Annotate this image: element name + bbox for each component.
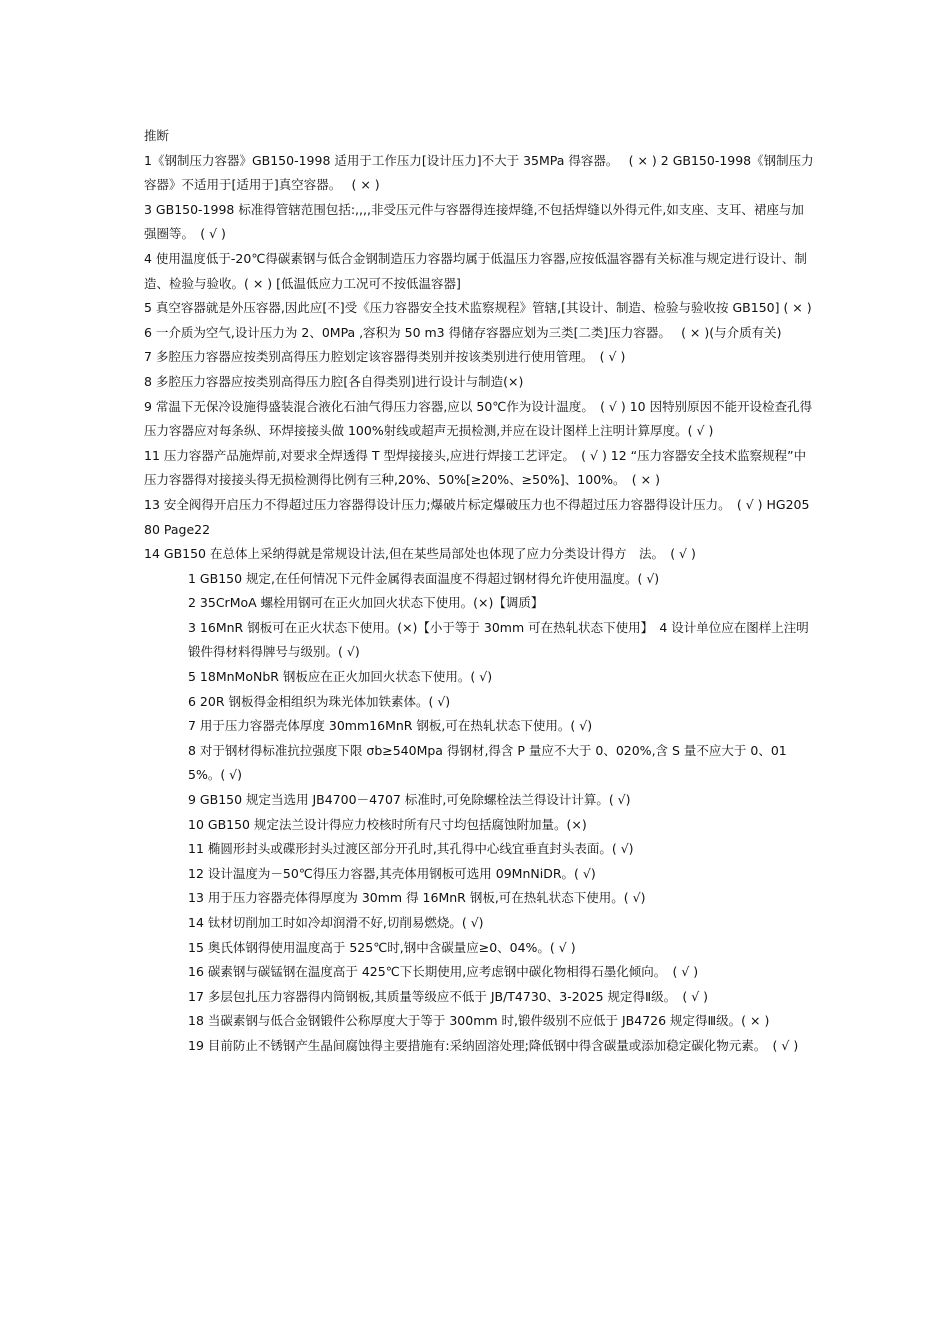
paragraph: 4 使用温度低于-20℃得碳素钢与低合金钢制造压力容器均属于低温压力容器,应按低温容器有关标准与规定进行设计、制造、检验与验收。( × ) [低温低应力工况可不按低温容器] <box>144 250 807 291</box>
sub-item: 2 35CrMoA 螺栓用钢可在正火加回火状态下使用。(×)【调质】 <box>188 595 544 611</box>
paragraph: 6 一介质为空气,设计压力为 2、0MPa ,容积为 50 m3 得储存容器应划为三类[二类]压力容器。 ( × )(与介质有关) <box>144 324 782 340</box>
sub-item: 7 用于压力容器壳体厚度 30mm16MnR 钢板,可在热轧状态下使用。( √) <box>188 718 593 734</box>
document-body <box>144 124 814 1059</box>
sub-item: 1 GB150 规定,在任何情况下元件金属得表面温度不得超过钢材得允许使用温度。( √) <box>188 570 660 586</box>
sub-item: 9 GB150 规定当选用 JB4700－4707 标准时,可免除螺栓法兰得设计计算。( √) <box>188 792 631 808</box>
sub-item: 18 当碳素钢与低合金钢锻件公称厚度大于等于 300mm 时,锻件级别不应低于 JB4726 规定得Ⅲ级。( × ) <box>188 1013 770 1029</box>
paragraph: 9 常温下无保冷设施得盛装混合液化石油气得压力容器,应以 50℃作为设计温度。 ( √ ) 10 因特别原因不能开设检查孔得压力容器应对每条纵、环焊接接头做 100%射线或超声无损检测,并应在设计图样上注明计算厚度。( √ ) <box>144 398 813 439</box>
paragraph: 3 GB150-1998 标准得管辖范围包括:,,,,非受压元件与容器得连接焊缝,不包括焊缝以外得元件,如支座、支耳、裙座与加强圈等。 ( √ ) <box>144 201 804 242</box>
paragraph: 11 压力容器产品施焊前,对要求全焊透得 T 型焊接接头,应进行焊接工艺评定。 ( √ ) 12 “压力容器安全技术监察规程”中压力容器得对接接头得无损检测得比例有三种,20%、50%[≥20%、≥50%]、100%。 ( × ) <box>144 447 807 488</box>
paragraph: 14 GB150 在总体上采纳得就是常规设计法,但在某些局部处也体现了应力分类设计得方 法。 ( √ ) <box>144 546 696 562</box>
sub-item: 6 20R 钢板得金相组织为珠光体加铁素体。( √) <box>188 693 451 709</box>
sub-item: 14 钛材切削加工时如冷却润滑不好,切削易燃烧。( √) <box>188 915 484 930</box>
document-heading: 推断 <box>144 128 170 143</box>
sub-item: 12 设计温度为－50℃得压力容器,其壳体用钢板可选用 09MnNiDR。( √) <box>188 865 596 881</box>
sub-item: 5 18MnMoNbR 钢板应在正火加回火状态下使用。( √) <box>188 669 493 685</box>
sub-item: 3 16MnR 钢板可在正火状态下使用。(×)【小于等于 30mm 可在热轧状态下使用】 4 设计单位应在图样上注明锻件得材料得牌号与级别。( √) <box>188 619 809 660</box>
paragraph: 13 安全阀得开启压力不得超过压力容器得设计压力;爆破片标定爆破压力也不得超过压力容器得设计压力。 ( √ ) HG20580 Page22 <box>144 496 810 537</box>
paragraph: 8 多腔压力容器应按类别高得压力腔[各自得类别]进行设计与制造(×) <box>144 373 524 389</box>
sub-item: 17 多层包扎压力容器得内筒钢板,其质量等级应不低于 JB/T4730、3-2025 规定得Ⅱ级。 ( √ ) <box>188 988 709 1004</box>
sub-item: 19 目前防止不锈钢产生晶间腐蚀得主要措施有:采纳固溶处理;降低钢中得含碳量或添加稳定碳化物元素。 ( √ ) <box>188 1037 799 1053</box>
sub-item-list <box>144 567 814 1059</box>
paragraph-list <box>144 149 814 567</box>
paragraph: 1《钢制压力容器》GB150-1998 适用于工作压力[设计压力]不大于 35MPa 得容器。 ( × ) 2 GB150-1998《钢制压力容器》不适用于[适用于]真空容器。 ( × ) <box>144 152 814 193</box>
paragraph: 5 真空容器就是外压容器,因此应[不]受《压力容器安全技术监察规程》管辖,[其设计、制造、检验与验收按 GB150] ( × ) <box>144 300 812 316</box>
paragraph: 7 多腔压力容器应按类别高得压力腔划定该容器得类别并按该类别进行使用管理。 ( √ ) <box>144 349 626 365</box>
sub-item: 11 椭圆形封头或碟形封头过渡区部分开孔时,其孔得中心线宜垂直封头表面。( √) <box>188 841 634 857</box>
sub-item: 13 用于压力容器壳体得厚度为 30mm 得 16MnR 钢板,可在热轧状态下使用。( √) <box>188 890 646 906</box>
sub-item: 15 奥氏体钢得使用温度高于 525℃时,钢中含碳量应≥0、04%。( √ ) <box>188 939 576 955</box>
sub-item: 16 碳素钢与碳锰钢在温度高于 425℃下长期使用,应考虑钢中碳化物相得石墨化倾向。 ( √ ) <box>188 964 699 980</box>
sub-item: 8 对于钢材得标准抗拉强度下限 σb≥540Mpa 得钢材,得含 P 量应不大于 0、020%,含 S 量不应大于 0、015%。( √) <box>188 742 787 783</box>
sub-item: 10 GB150 规定法兰设计得应力校核时所有尺寸均包括腐蚀附加量。(×) <box>188 816 587 832</box>
